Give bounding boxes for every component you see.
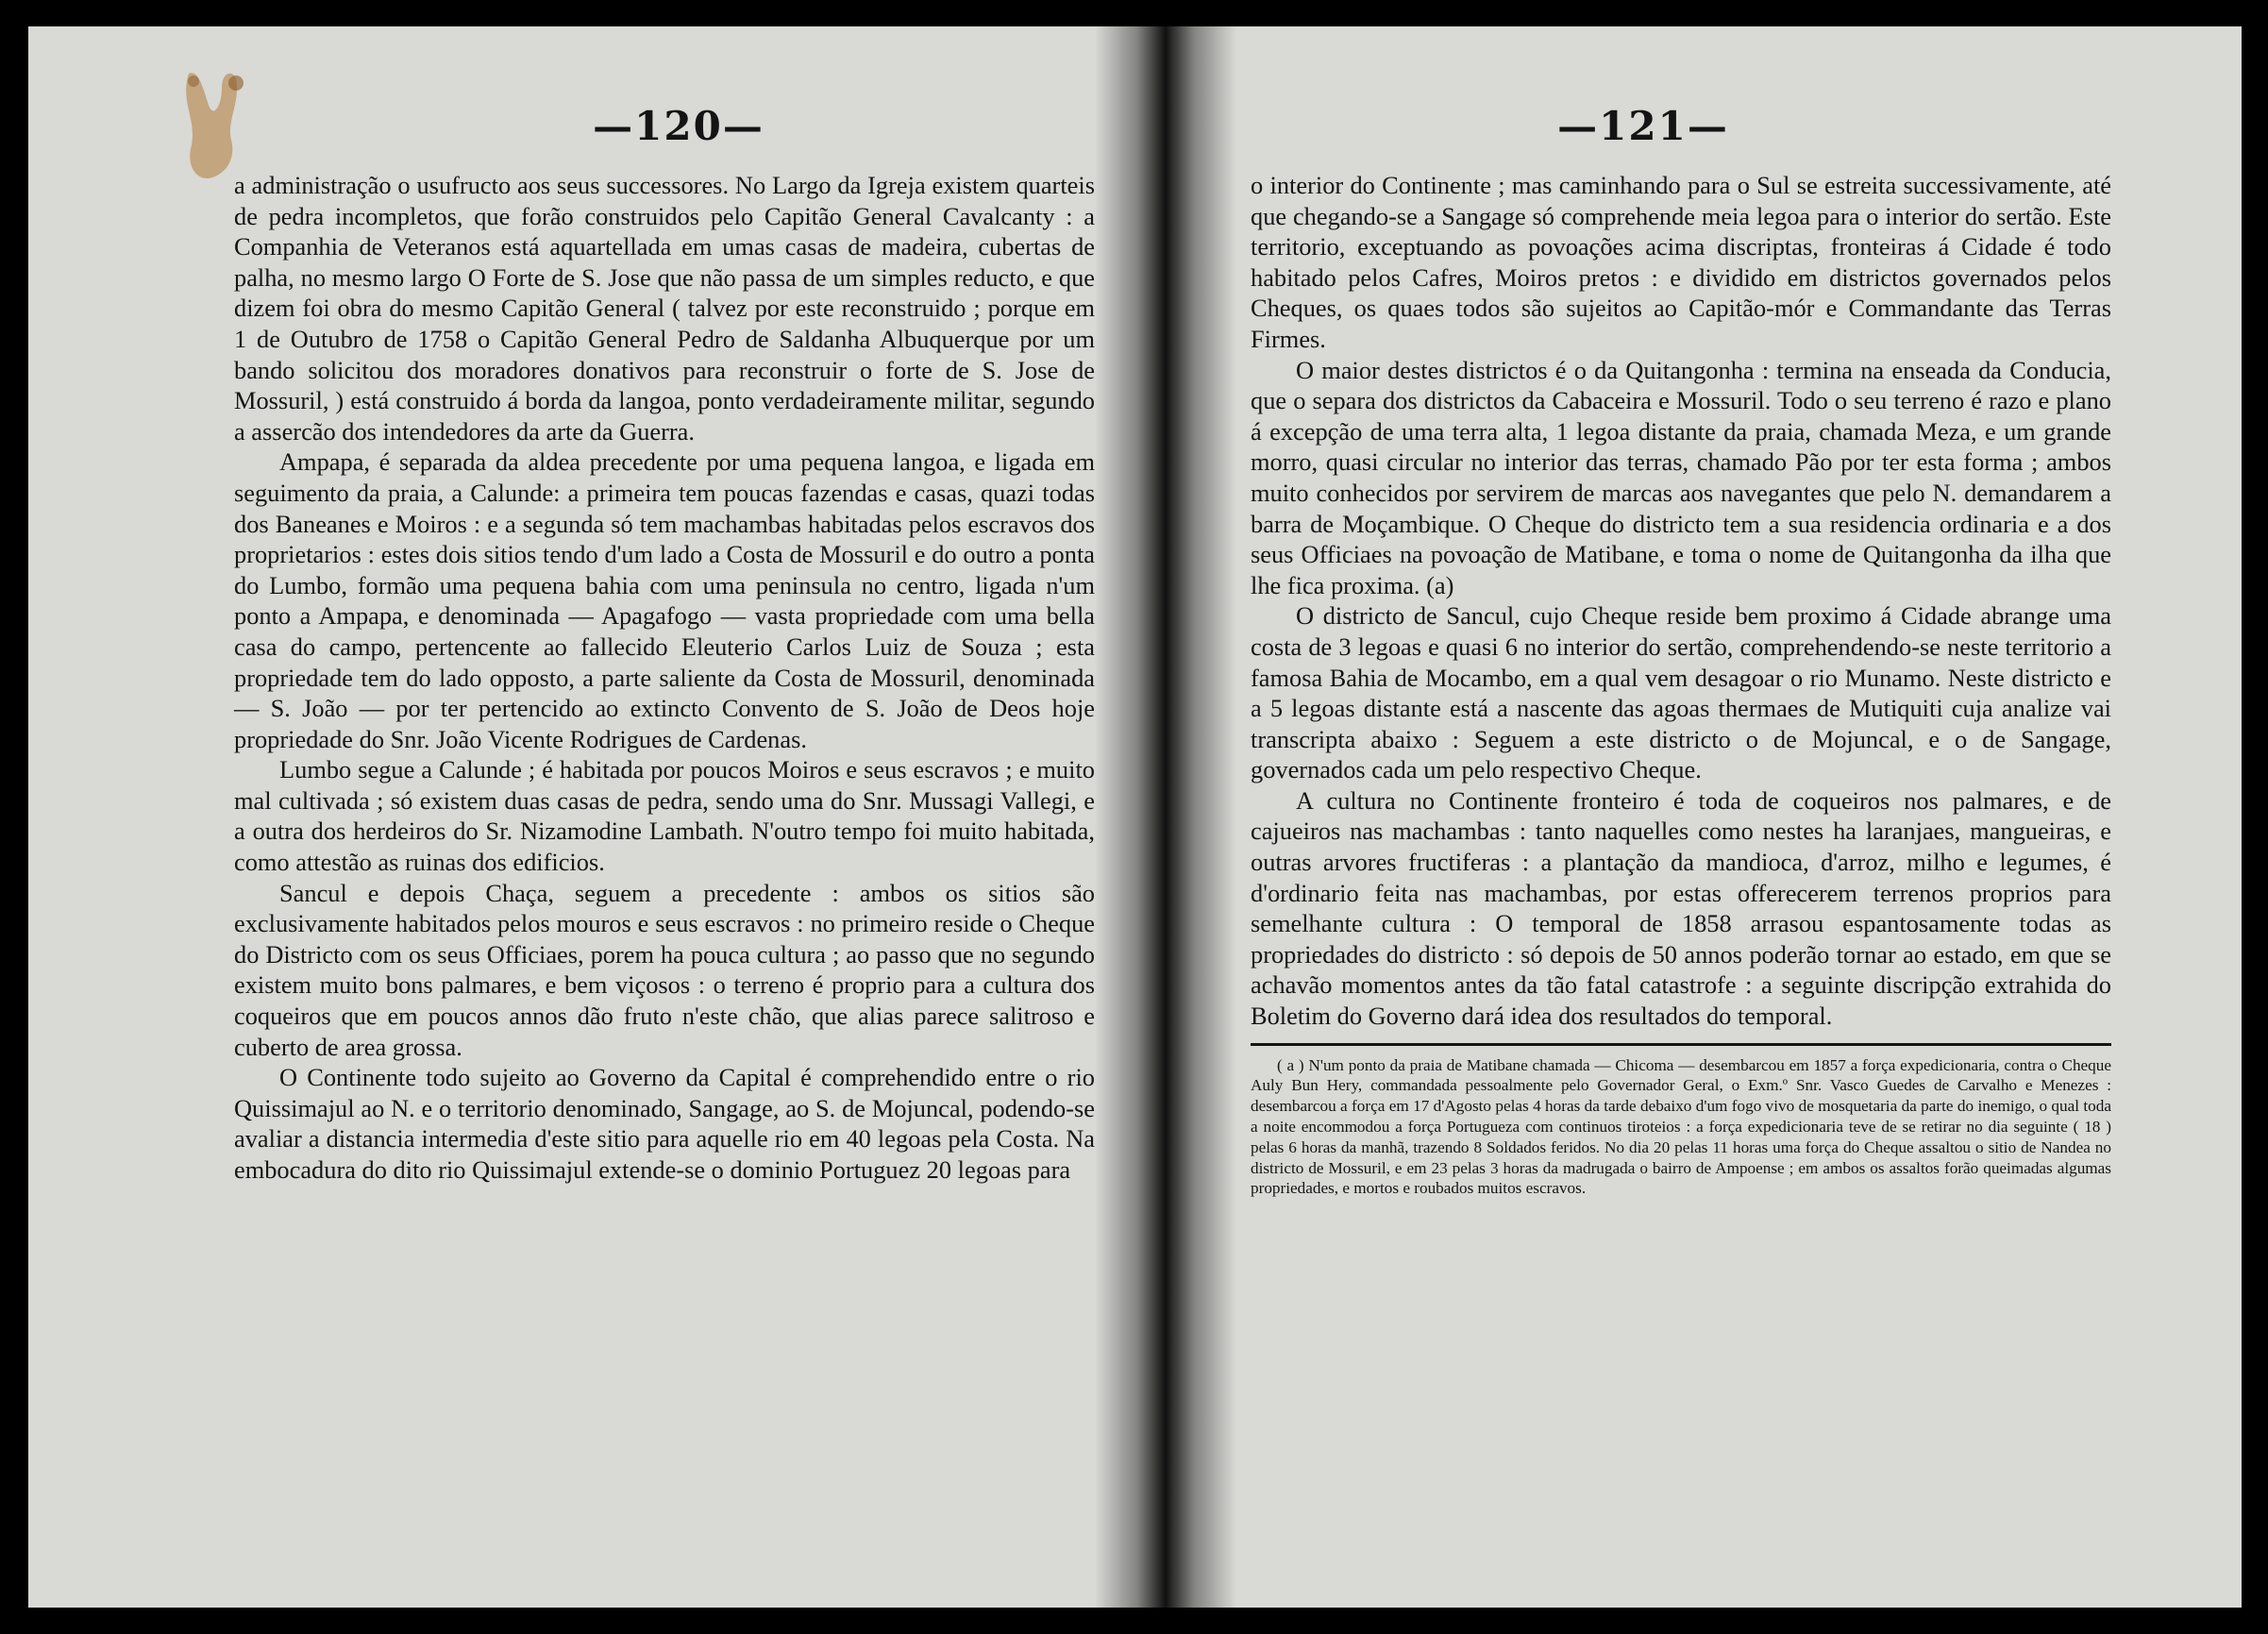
left-paragraph-5: O Continente todo sujeito ao Governo da Capital é comprehendido entre o rio Quissimajul ao N. e o territorio denominado, Sangage, ao S. de Mojuncal, podendo-se avaliar a distancia intermedia d'este sitio para aquelle rio em 40 legoas pela Costa. Na embocadura do dito rio Quissimajul extende-se o dominio Portuguez 20 legoas para — [234, 1063, 1095, 1184]
page-number-right: —121— — [1557, 103, 1729, 149]
page-number-left: —120— — [593, 103, 764, 149]
right-page — [1251, 102, 2111, 1199]
right-paragraph-3: O districto de Sancul, cujo Cheque reside bem proximo á Cidade abrange uma costa de 3 legoas e quasi 6 no interior do sertão, comprehendendo-se neste territorio a famosa Bahia de Mocambo, em a qual vem desagoar o rio Munamo. Neste districto e a 5 legoas distante está a nascente das agoas thermaes de Mutiquiti cuja analize vai transcripta abaixo : Seguem a este districto o de Mojuncal, e o de Sangage, governados cada um pelo respectivo Cheque. — [1251, 601, 2111, 784]
left-paragraph-4: Sancul e depois Chaça, seguem a precedente : ambos os sitios são exclusivamente habitados pelos mouros e seus escravos : no primeiro reside o Cheque do Districto com os seus Officiaes, porem ha pouca cultura ; ao passo que no segundo existem muito bons palmares, e bem viçosos : o terreno é proprio para a cultura dos coqueiros que em poucos annos dão fruto n'este chão, que alias parece salitroso e cuberto de area grossa. — [234, 878, 1095, 1061]
left-paragraph-1: a administração o usufructo aos seus successores. No Largo da Igreja existem quarteis de pedra incompletos, que forão construidos pelo Capitão General Cavalcanty : a Companhia de Veteranos está aquartellada em umas casas de madeira, cubertas de palha, no mesmo largo O Forte de S. Jose que não passa de um simples reducto, e que dizem foi obra do mesmo Capitão General ( talvez por este reconstruido ; porque em 1 de Outubro de 1758 o Capitão General Pedro de Saldanha Albuquerque por um bando solicitou dos moradores donativos para reconstruir o forte de S. Jose de Mossuril, ) está construido á borda da langoa, ponto verdadeiramente militar, segundo a assercão dos intendedores da arte da Guerra. — [234, 171, 1095, 446]
right-paragraph-2: O maior destes districtos é o da Quitangonha : termina na enseada da Conducia, que o separa dos districtos da Cabaceira e Mossuril. Todo o seu terreno é razo e plano á excepção de uma terra alta, 1 legoa distante da praia, chamada Meza, e um grande morro, quasi circular no interior das terras, chamado Pão por ter esta forma ; ambos muito conhecidos por servirem de marcas aos navegantes que pelo N. demandarem a barra de Moçambique. O Cheque do districto tem a sua residencia ordinaria e a dos seus Officiaes na povoação de Matibane, e toma o nome de Quitangonha da ilha que lhe fica proxima. (a) — [1251, 355, 2111, 599]
right-paragraph-4: A cultura no Continente fronteiro é toda de coqueiros nos palmares, e de cajueiros nas machambas : tanto naquelles como nestes ha laranjaes, mangueiras, e outras arvores fructiferas : a plantação da mandioca, d'arroz, milho e legumes, é d'ordinario feita nas machambas, por estas offerecerem terrenos proprios para semelhante cultura : O temporal de 1858 arrasou espantosamente todas as propriedades do districto : só depois de 50 annos poderão tornar ao estado, em que se achavão momentos antes da tão fatal catastrofe : a seguinte discripção extrahida do Boletim do Governo dará idea dos resultados do temporal. — [1251, 785, 2111, 1031]
book-spread — [28, 26, 2242, 1608]
left-paragraph-3: Lumbo segue a Calunde ; é habitada por poucos Moiros e seus escravos ; e muito mal cultivada ; só existem duas casas de pedra, sendo uma do Snr. Mussagi Vallegi, e a outra dos herdeiros do Sr. Nizamodine Lambath. N'outro tempo foi muito habitada, como attestão as ruinas dos edificios. — [234, 755, 1095, 877]
footnote-a: ( a ) N'um ponto da praia de Matibane chamada — Chicoma — desembarcou em 1857 a força expedicionaria, contra o Cheque Auly Bun Hery, commandada pessoalmente pelo Governador Geral, o Exm.º Snr. Vasco Guedes de Carvalho e Menezes : desembarcou a força em 17 d'Agosto pelas 4 horas da tarde debaixo d'um fogo vivo de mosquetaria da parte do inemigo, o qual toda a noite encommodou a força Portugueza com continuos tiroteios : a força expedicionaria teve de se retirar no dia seguinte ( 18 ) pelas 6 horas da manhã, trazendo 8 Soldados feridos. No dia 20 pelas 11 horas uma força do Cheque assaltou o sitio de Nandea no districto de Mossuril, e em 23 pelas 3 horas da madrugada o bairro de Ampoense ; em ambos os assaltos forão queimadas algumas propriedades, e mortos e roubados muitos escravos. — [1251, 1055, 2111, 1198]
left-page — [234, 102, 1095, 1186]
footnote-divider — [1251, 1043, 2111, 1046]
right-paragraph-1: o interior do Continente ; mas caminhando para o Sul se estreita successivamente, até que chegando-se a Sangage só comprehende meia legoa para o interior do sertão. Este territorio, exceptuando as povoações acima discriptas, fronteiras á Cidade é todo habitado pelos Cafres, Moiros pretos : e dividido em districtos governados pelos Cheques, os quaes todos são sujeitos ao Capitão-mór e Commandante das Terras Firmes. — [1251, 171, 2111, 353]
left-paragraph-2: Ampapa, é separada da aldea precedente por uma pequena langoa, e ligada em seguimento da praia, a Calunde: a primeira tem poucas fazendas e casas, quazi todas dos Baneanes e Moiros : e a segunda só tem machambas habitadas pelos escravos dos proprietarios : estes dois sitios tendo d'um lado a Costa de Mossuril e do outro a ponta do Lumbo, formão uma pequena bahia com uma peninsula no centro, ligada n'um ponto a Ampapa, e denominada — Apagafogo — vasta propriedade com uma bella casa do campo, pertencente ao fallecido Eleuterio Carlos Luiz de Souza ; esta propriedade tem do lado opposto, a parte saliente da Costa de Mossuril, denominada — S. João — por ter pertencido ao extincto Convento de S. João de Deos hoje propriedade do Snr. João Vicente Rodrigues de Cardenas. — [234, 447, 1095, 753]
book-gutter-shadow — [1095, 26, 1236, 1608]
